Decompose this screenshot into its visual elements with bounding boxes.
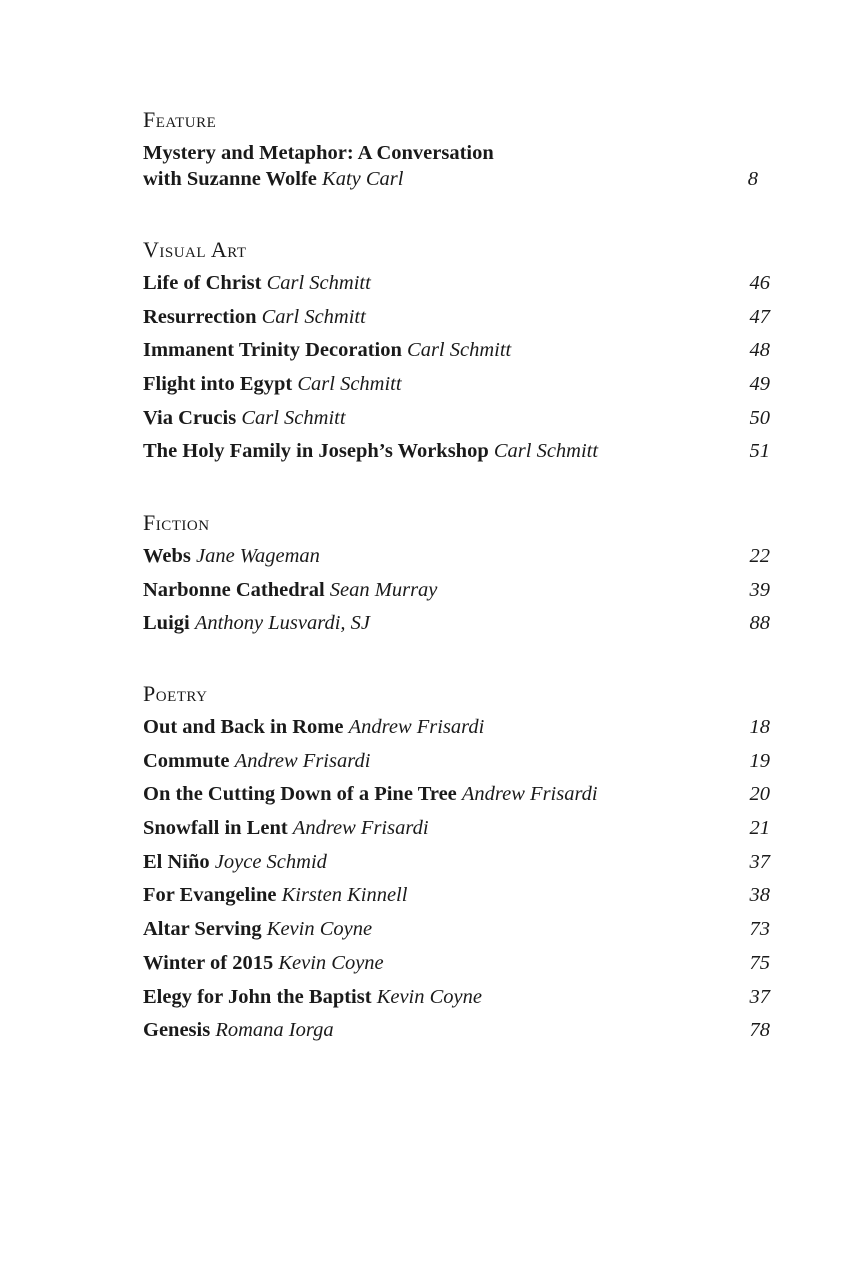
- entry-author: Carl Schmitt: [266, 272, 371, 294]
- entry-page-number: 49: [749, 373, 770, 396]
- entry-page-number: 37: [749, 850, 770, 873]
- entry-page-number: 46: [749, 272, 770, 294]
- entry-author: Andrew Frisardi: [292, 817, 429, 840]
- entry-page-number: 78: [749, 1019, 770, 1042]
- toc-entry[interactable]: [143, 984, 770, 1018]
- entry-author: Romana Iorga: [215, 1019, 334, 1042]
- toc-entry[interactable]: [143, 543, 770, 577]
- entry-page-number: 48: [749, 339, 770, 362]
- entry-title: The Holy Family in Joseph’s Workshop: [143, 440, 489, 463]
- toc-entry[interactable]: [143, 714, 770, 748]
- entry-author: Anthony Lusvardi, SJ: [194, 612, 371, 635]
- toc-entry[interactable]: [143, 781, 770, 815]
- entry-title: Out and Back in Rome: [143, 716, 344, 738]
- entry-page-number: 73: [749, 918, 770, 941]
- entry-author: Andrew Frisardi: [461, 783, 598, 806]
- entry-author: Carl Schmitt: [407, 339, 512, 362]
- entry-author: Carl Schmitt: [261, 305, 366, 328]
- toc-entry[interactable]: [143, 1017, 770, 1051]
- entry-title: Commute: [143, 749, 230, 772]
- entry-author: Sean Murray: [329, 578, 438, 601]
- toc-entry[interactable]: [143, 815, 770, 849]
- toc-entry[interactable]: [143, 405, 770, 439]
- entry-page-number: 38: [749, 884, 770, 907]
- entry-title: Life of Christ: [143, 272, 262, 294]
- entry-author: Kevin Coyne: [278, 951, 384, 974]
- toc-entry[interactable]: [143, 882, 770, 916]
- entry-title: Narbonne Cathedral: [143, 578, 325, 601]
- entry-author: Carl Schmitt: [493, 440, 599, 463]
- entry-page-number: 51: [749, 440, 770, 463]
- section-fiction: [143, 510, 770, 644]
- entry-title: Genesis: [143, 1019, 211, 1042]
- entry-page-number: 18: [749, 716, 770, 738]
- entry-author: Andrew Frisardi: [234, 749, 371, 772]
- toc-entry[interactable]: [143, 371, 770, 405]
- toc-entry[interactable]: [143, 748, 770, 782]
- entry-page-number: 21: [749, 817, 770, 840]
- toc-entry[interactable]: [143, 950, 770, 984]
- entry-page-number: 88: [749, 612, 770, 635]
- entry-page-number: 50: [749, 406, 770, 429]
- entry-page-number: 37: [749, 985, 770, 1008]
- toc-entry[interactable]: [143, 610, 770, 644]
- section-heading: Visual Art: [143, 237, 247, 262]
- toc-entry[interactable]: [143, 140, 770, 192]
- entry-author: Carl Schmitt: [297, 373, 402, 396]
- entry-page-number: 19: [749, 749, 770, 772]
- entry-author: Carl Schmitt: [241, 406, 346, 429]
- toc-entry[interactable]: [143, 270, 770, 304]
- entry-author: Kevin Coyne: [376, 985, 483, 1008]
- entry-title: For Evangeline: [143, 884, 277, 907]
- entry-page-number: 20: [749, 783, 770, 806]
- entry-title: with Suzanne Wolfe: [143, 168, 317, 190]
- entry-title: On the Cutting Down of a Pine Tree: [143, 783, 457, 806]
- toc-entry[interactable]: [143, 849, 770, 883]
- entry-title: Snowfall in Lent: [143, 817, 288, 840]
- entry-page-number: 22: [749, 545, 770, 567]
- entry-author: Joyce Schmid: [214, 850, 327, 873]
- entry-title: Flight into Egypt: [143, 373, 293, 396]
- toc-entry[interactable]: [143, 577, 770, 611]
- entry-title: Via Crucis: [143, 406, 237, 429]
- toc-entry[interactable]: [143, 438, 770, 472]
- entry-author: Kevin Coyne: [266, 918, 373, 941]
- entry-page-number: 39: [749, 578, 770, 601]
- section-heading: Feature: [143, 107, 217, 132]
- entry-page-number: 75: [749, 951, 770, 974]
- entry-page-number: 47: [749, 305, 770, 328]
- entry-title: Immanent Trinity Decoration: [143, 339, 402, 362]
- toc-entry[interactable]: [143, 916, 770, 950]
- entry-title: Webs: [143, 545, 191, 567]
- section-heading: Fiction: [143, 510, 210, 535]
- entry-title: Altar Serving: [143, 918, 262, 941]
- section-visual-art: [143, 237, 770, 472]
- section-poetry: [143, 681, 770, 1051]
- entry-title: Resurrection: [143, 305, 257, 328]
- section-feature: [143, 107, 770, 192]
- entry-page-number: 8: [747, 168, 758, 190]
- entry-title: Luigi: [143, 612, 190, 635]
- toc-entry[interactable]: [143, 304, 770, 338]
- entry-title: Mystery and Metaphor: A Conversation: [143, 142, 494, 164]
- entry-author: Kirsten Kinnell: [281, 884, 408, 907]
- toc-entry[interactable]: [143, 337, 770, 371]
- entry-author: Andrew Frisardi: [348, 716, 485, 738]
- entry-title: Elegy for John the Baptist: [143, 985, 372, 1008]
- entry-title: Winter of 2015: [143, 951, 274, 974]
- section-heading: Poetry: [143, 681, 208, 706]
- entry-author: Jane Wageman: [195, 545, 320, 567]
- entry-author: Katy Carl: [322, 168, 404, 190]
- entry-title: El Niño: [143, 850, 210, 873]
